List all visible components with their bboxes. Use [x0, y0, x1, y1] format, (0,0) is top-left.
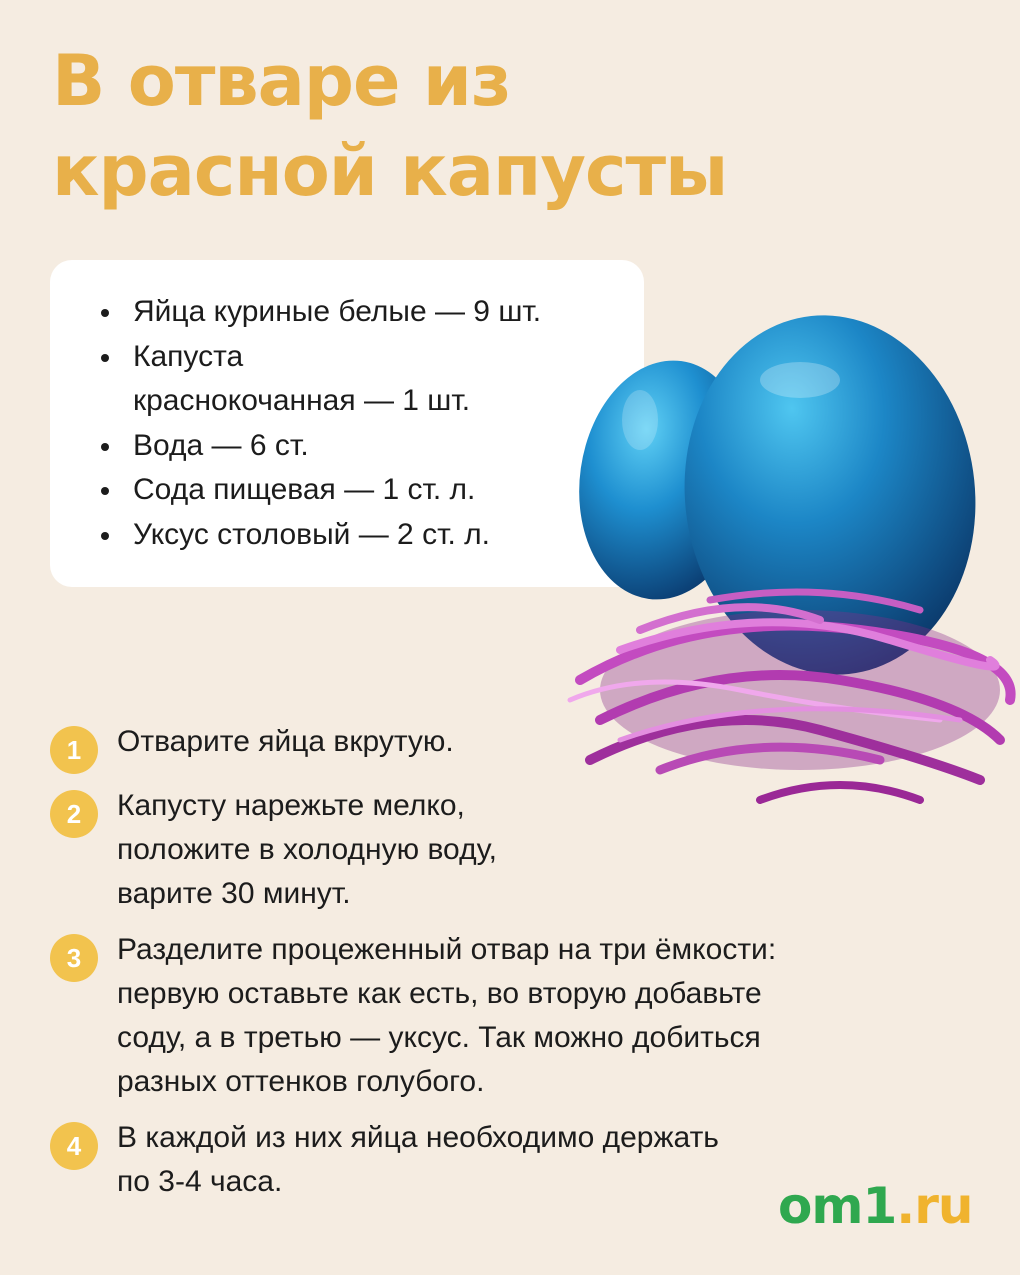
ingredient-item: Капуста краснокочанная — 1 шт. — [50, 335, 650, 424]
step-number-badge: 2 — [50, 790, 98, 838]
ingredients-list — [50, 290, 650, 558]
ingredient-item: Уксус столовый — 2 ст. л. — [50, 513, 650, 558]
step-text: Капусту нарежьте мелко, положите в холодную воду, варите 30 минут. — [117, 789, 497, 910]
step-text: Разделите процеженный отвар на три ёмкости: первую оставьте как есть, во вторую добавьте соду, а в третью — уксус. Так можно добиться разных оттенков голубого. — [117, 933, 777, 1098]
title-line-1: В отваре из — [52, 40, 511, 122]
step-number-badge: 1 — [50, 726, 98, 774]
step-number-badge: 4 — [50, 1122, 98, 1170]
step-text: В каждой из них яйца необходимо держать по 3-4 часа. — [117, 1121, 719, 1198]
logo-om1: om1 — [778, 1177, 897, 1235]
ingredient-item: Сода пищевая — 1 ст. л. — [50, 468, 650, 513]
ingredient-item: Яйца куриные белые — 9 шт. — [50, 290, 650, 335]
ingredient-item: Вода — 6 ст. — [50, 424, 650, 469]
step-text: Отварите яйца вкрутую. — [117, 725, 454, 758]
red-cabbage — [570, 592, 1011, 800]
logo-ru: .ru — [896, 1177, 973, 1235]
title-line-2: красной капусты — [52, 130, 728, 212]
step-number-badge: 3 — [50, 934, 98, 982]
page-title — [52, 36, 972, 216]
